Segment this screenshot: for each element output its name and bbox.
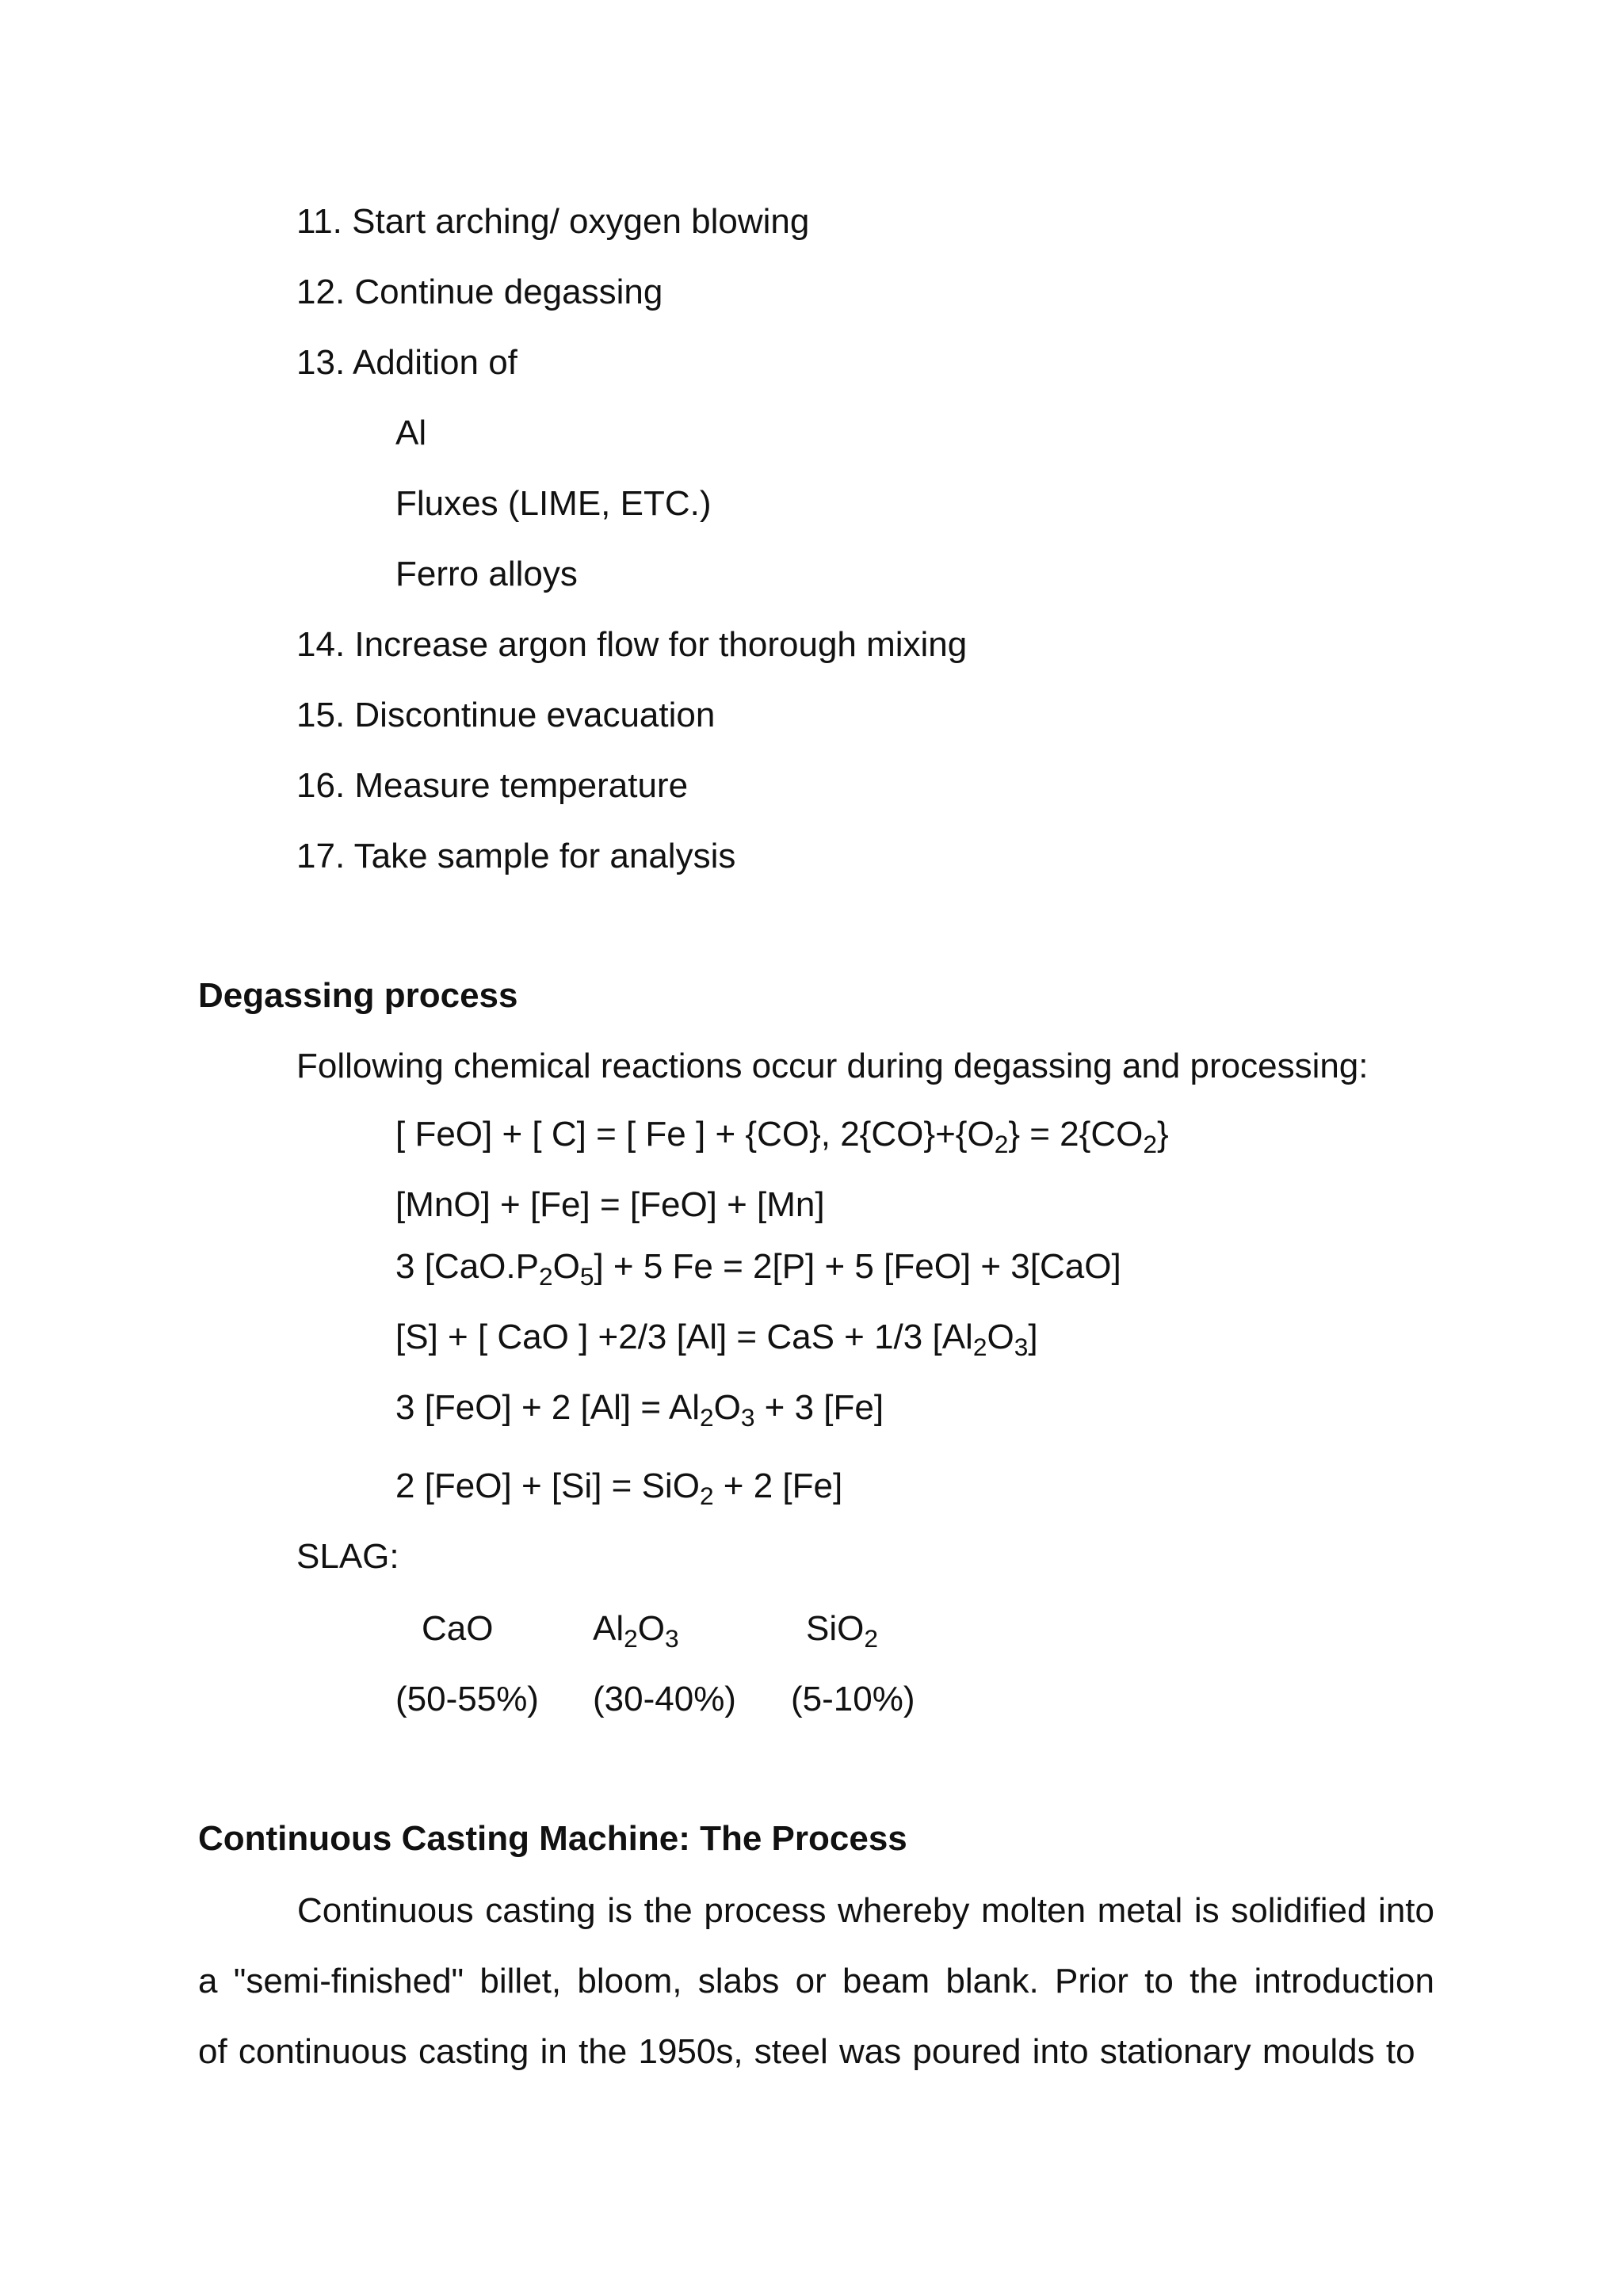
addition-al: Al — [395, 414, 427, 452]
reaction-2: [MnO] + [Fe] = [FeO] + [Mn] — [395, 1185, 825, 1224]
step-14: 14. Increase argon flow for thorough mixing — [296, 625, 968, 664]
slag-sio2-name: SiO$_2$ — [806, 1609, 878, 1653]
reaction-1: [ FeO] + [ C] = [ Fe ] + {CO}, $2\{CO\}+\{O_2\} = 2\{CO_2\}$ — [395, 1115, 1169, 1158]
slag-label: SLAG: — [296, 1537, 399, 1576]
slag-cao-name: CaO — [422, 1609, 494, 1648]
degassing-heading: Degassing process — [198, 976, 518, 1015]
reaction-4: [S] + [ CaO ] +2/3 [Al] = CaS + 1/3 $[Al_2O_3]$ — [395, 1318, 1038, 1361]
addition-fluxes: Fluxes (LIME, ETC.) — [395, 484, 712, 523]
slag-al2o3-name: $Al_2O_3$ — [593, 1609, 679, 1653]
step-15: 15. Discontinue evacuation — [296, 696, 716, 734]
casting-heading: Continuous Casting Machine: The Process — [198, 1819, 907, 1858]
step-13: 13. Addition of — [296, 343, 517, 382]
slag-cao-range: (50-55%) — [395, 1680, 539, 1718]
slag-sio2-range: (5-10%) — [791, 1680, 915, 1718]
casting-line-1: Continuous casting is the process whereby molten metal is solidified into — [297, 1891, 1434, 1930]
slag-al2o3-range: (30-40%) — [593, 1680, 736, 1718]
reaction-5: 3 [FeO] + 2 $[Al] = Al_2O_3 + 3$ [Fe] — [395, 1388, 884, 1432]
step-16: 16. Measure temperature — [296, 766, 689, 805]
step-11: 11. Start arching/ oxygen blowing — [296, 202, 810, 241]
reaction-3: 3 $[CaO.P_2O_5] + 5$ Fe = 2[P] + 5 [FeO] + 3[CaO] — [395, 1247, 1121, 1291]
degassing-intro: Following chemical reactions occur during degassing and processing: — [296, 1047, 1369, 1085]
casting-line-2: a "semi-finished" billet, bloom, slabs or beam blank. Prior to the introduction — [198, 1962, 1434, 2000]
step-12: 12. Continue degassing — [296, 273, 663, 311]
reaction-6: 2 [FeO] + [Si] = SiO$_2$ + 2 [Fe] — [395, 1466, 843, 1510]
step-17: 17. Take sample for analysis — [296, 837, 736, 875]
casting-line-3: of continuous casting in the 1950s, steel was poured into stationary moulds to — [198, 2032, 1415, 2071]
casting-paragraph — [198, 1875, 1434, 2087]
addition-ferro-alloys: Ferro alloys — [395, 555, 578, 593]
